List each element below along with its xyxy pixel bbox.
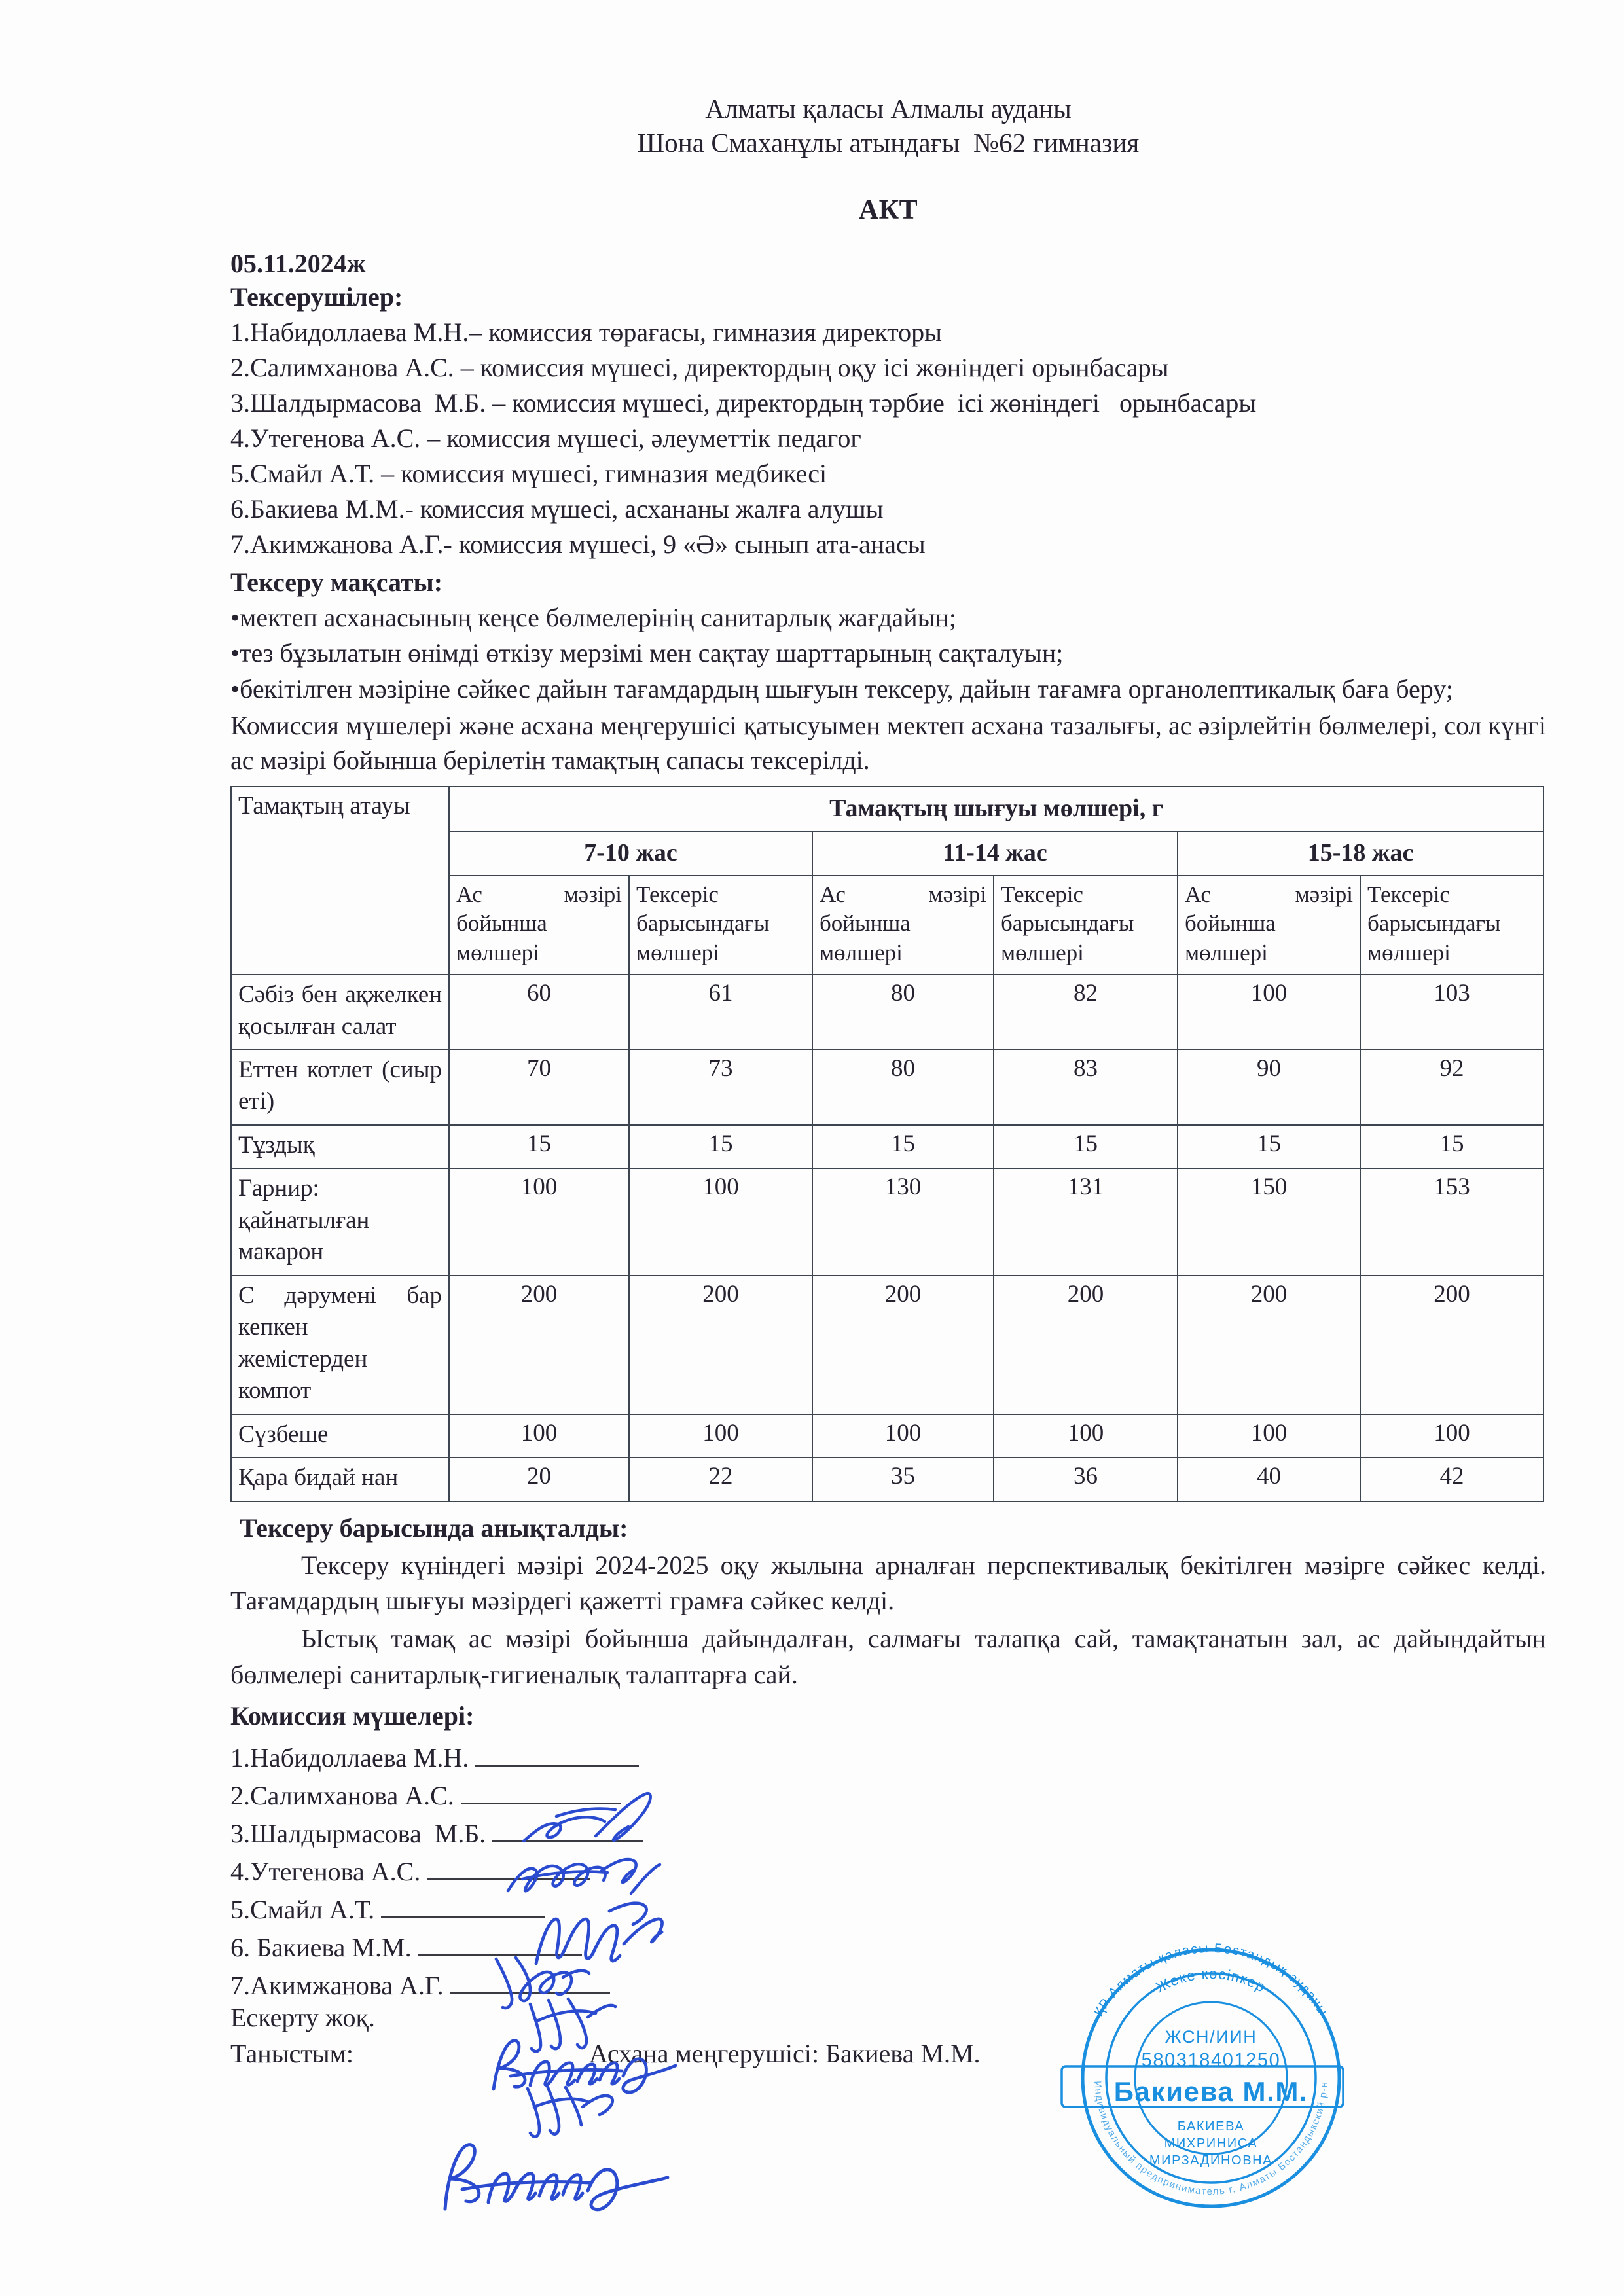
cell-value: 15	[1178, 1125, 1360, 1168]
cell-value: 40	[1178, 1458, 1360, 1501]
document-content	[230, 0, 1546, 2069]
cell-value: 200	[1178, 1276, 1360, 1414]
cell-value: 15	[994, 1125, 1178, 1168]
table-header-row-1	[231, 787, 1543, 831]
org-line-1: Алматы қаласы Алмалы ауданы	[705, 94, 1072, 124]
cell-value: 60	[449, 975, 629, 1050]
acknowledgement-row	[230, 2038, 1546, 2069]
th-age-group-7-10: 7-10 жас	[449, 831, 812, 876]
cell-dish-name: Гарнир: қайнатылған макарон	[231, 1168, 449, 1275]
cell-value: 100	[812, 1414, 994, 1458]
signer-name: 7.Акимжанова А.Г.	[230, 1971, 444, 2001]
handwritten-signature-akimzhanova	[517, 2078, 661, 2150]
inspector-item: 7.Акимжанова А.Г.- комиссия мүшесі, 9 «Ә» сынып ата-анасы	[230, 529, 926, 559]
signature-row	[230, 1771, 1546, 1809]
cell-value: 42	[1360, 1458, 1543, 1501]
signer-name: 2.Салимханова А.С.	[230, 1781, 454, 1811]
cell-value: 100	[449, 1168, 629, 1275]
purpose-heading: Тексеру мақсаты:	[230, 567, 443, 597]
cell-value: 200	[629, 1276, 812, 1414]
signature-line[interactable]	[461, 1801, 621, 1804]
stamp-subname-2: МИХРИНИСА	[1164, 2136, 1258, 2151]
cell-value: 35	[812, 1458, 994, 1501]
signer-name: 1.Набидоллаева М.Н.	[230, 1743, 469, 1773]
cell-value: 150	[1178, 1168, 1360, 1275]
acknowledgement-label: Таныстым:	[230, 2039, 354, 2069]
table-row	[231, 1168, 1543, 1275]
cell-dish-name: Сүзбеше	[231, 1414, 449, 1458]
purpose-paragraph: Комиссия мүшелері және асхана меңгерушісі қатысуымен мектеп асхана тазалығы, ас әзірлейтін бөлмелері, сол күнгі ас мәзірі бойынша берілетін тамақтың сапасы тексерілді.	[230, 710, 1546, 776]
cell-value: 70	[449, 1050, 629, 1125]
stamp-outer-bottom-text: Индивидуальный предприниматель г. Алматы Бостандыкский р-н	[1091, 2080, 1331, 2198]
inspector-item: 1.Набидоллаева М.Н.– комиссия төрағасы, гимназия директоры	[230, 317, 943, 347]
signature-line[interactable]	[475, 1763, 639, 1767]
cell-value: 92	[1360, 1050, 1543, 1125]
org-line-2: Шона Смаханұлы атындағы №62 гимназия	[637, 128, 1140, 158]
cell-value: 90	[1178, 1050, 1360, 1125]
signature-line[interactable]	[450, 1991, 610, 1994]
cell-value: 80	[812, 1050, 994, 1125]
stamp-subname-3: МИРЗАДИНОВНА	[1149, 2153, 1273, 2168]
th-menu-amount: Ас мәзірі бойынша мөлшері	[812, 876, 994, 975]
cell-value: 130	[812, 1168, 994, 1275]
cell-value: 20	[449, 1458, 629, 1501]
signature-line[interactable]	[492, 1839, 643, 1842]
inspector-item: 4.Утегенова А.С. – комиссия мүшесі, әлеуметтік педагог	[230, 423, 861, 453]
cell-value: 200	[812, 1276, 994, 1414]
document-date: 05.11.2024ж	[230, 248, 366, 278]
cell-value: 100	[629, 1414, 812, 1458]
cell-value: 61	[629, 975, 812, 1050]
signature-line[interactable]	[418, 1953, 582, 1956]
organization-header	[230, 0, 1546, 160]
acknowledgement-role: Асхана меңгерушісі: Бакиева М.М.	[589, 2039, 981, 2069]
cell-value: 100	[629, 1168, 812, 1275]
stamp-outer-top-text: ҚР Алматы қаласы Бостандық ауданы	[1091, 1941, 1331, 2019]
handwritten-acknowledgement-signature	[432, 2137, 707, 2222]
cell-value: 15	[629, 1125, 812, 1168]
stamp-iin-label: ЖСН/ИИН	[1164, 2027, 1257, 2047]
cell-value: 100	[994, 1414, 1178, 1458]
th-checked-amount: Тексеріс барысындағы мөлшері	[1360, 876, 1543, 975]
signature-row	[230, 1885, 1546, 1923]
cell-value: 100	[449, 1414, 629, 1458]
th-menu-amount: Ас мәзірі бойынша мөлшері	[449, 876, 629, 975]
signatures-block	[230, 1699, 1546, 2069]
cell-value: 103	[1360, 975, 1543, 1050]
findings-heading: Тексеру барысында анықталды:	[240, 1513, 628, 1543]
stamp-name-box	[1062, 2066, 1343, 2107]
signature-line[interactable]	[381, 1915, 545, 1918]
inspector-item: 6.Бакиева М.М.- комиссия мүшесі, асхананы жалға алушы	[230, 493, 884, 524]
signer-name: 6. Бакиева М.М.	[230, 1933, 412, 1963]
th-checked-amount: Тексеріс барысындағы мөлшері	[994, 876, 1178, 975]
signature-row	[230, 1809, 1546, 1847]
cell-value: 36	[994, 1458, 1178, 1501]
cell-value: 153	[1360, 1168, 1543, 1275]
cell-value: 100	[1360, 1414, 1543, 1458]
purpose-bullet: •тез бұзылатын өнімді өткізу мерзімі мен сақтау шарттарының сақталуын;	[230, 637, 1064, 668]
th-age-group-15-18: 15-18 жас	[1178, 831, 1543, 876]
cell-value: 131	[994, 1168, 1178, 1275]
cell-dish-name: Сәбіз бен ақжелкен қосылған салат	[231, 975, 449, 1050]
cell-value: 15	[812, 1125, 994, 1168]
cell-value: 100	[1178, 975, 1360, 1050]
signature-row	[230, 1733, 1546, 1771]
table-row	[231, 1276, 1543, 1414]
food-output-table	[230, 786, 1544, 1502]
th-dish-name: Тамақтың атауы	[231, 787, 449, 975]
signature-line[interactable]	[427, 1877, 590, 1880]
stamp-iin-value: 580318401250	[1141, 2050, 1281, 2071]
no-remarks-note: Ескерту жоқ.	[230, 2003, 375, 2033]
cell-value: 100	[1178, 1414, 1360, 1458]
cell-dish-name: С дәрумені бар кепкен жемістерден компот	[231, 1276, 449, 1414]
cell-dish-name: Тұздық	[231, 1125, 449, 1168]
table-row	[231, 1125, 1543, 1168]
th-checked-amount: Тексеріс барысындағы мөлшері	[629, 876, 812, 975]
table-row	[231, 1050, 1543, 1125]
signer-name: 4.Утегенова А.С.	[230, 1857, 421, 1887]
cell-value: 200	[449, 1276, 629, 1414]
signature-row	[230, 1847, 1546, 1885]
signer-name: 3.Шалдырмасова М.Б.	[230, 1819, 486, 1849]
signatures-heading: Комиссия мүшелері:	[230, 1701, 475, 1731]
th-output-span: Тамақтың шығуы мөлшері, г	[449, 787, 1543, 831]
findings-paragraph-2: Ыстық тамақ ас мәзірі бойынша дайындалған, салмағы талапқа сай, тамақтанатын зал, ас дайындайтын бөлмелері санитарлық-гигиеналық талаптарға сай.	[230, 1624, 1546, 1689]
cell-value: 83	[994, 1050, 1178, 1125]
cell-value: 22	[629, 1458, 812, 1501]
stamp-subname-1: БАКИЕВА	[1177, 2119, 1245, 2134]
cell-value: 80	[812, 975, 994, 1050]
findings-paragraph-1: Тексеру күніндегі мәзірі 2024-2025 оқу жылына арналған перспективалық бекітілген мәзірге сәйкес келді. Тағамдардың шығуы мәзірдегі қажетті грамға сәйкес келді.	[230, 1550, 1546, 1615]
table-row	[231, 1458, 1543, 1501]
signature-row	[230, 1923, 1546, 1961]
stamp-ring-top-text: Жеке кәсіпкер	[1153, 1965, 1269, 1996]
document-title: АКТ	[858, 194, 918, 225]
signer-name: 5.Смайл А.Т.	[230, 1895, 375, 1925]
inspector-item: 2.Салимханова А.С. – комиссия мүшесі, директордың оқу ісі жөніндегі орынбасары	[230, 352, 1169, 382]
inspectors-heading: Тексерушілер:	[230, 281, 403, 312]
signature-row	[230, 1961, 1546, 1999]
inspector-item: 3.Шалдырмасова М.Б. – комиссия мүшесі, директордың тәрбие ісі жөніндегі орынбасары	[230, 387, 1257, 418]
cell-value: 200	[994, 1276, 1178, 1414]
cell-dish-name: Еттен котлет (сиыр еті)	[231, 1050, 449, 1125]
cell-dish-name: Қара бидай нан	[231, 1458, 449, 1501]
cell-value: 73	[629, 1050, 812, 1125]
purpose-bullet: •мектеп асханасының кеңсе бөлмелерінің санитарлық жағдайын;	[230, 602, 957, 632]
th-menu-amount: Ас мәзірі бойынша мөлшері	[1178, 876, 1360, 975]
table-row	[231, 1414, 1543, 1458]
cell-value: 82	[994, 975, 1178, 1050]
th-age-group-11-14: 11-14 жас	[812, 831, 1178, 876]
cell-value: 15	[449, 1125, 629, 1168]
table-row	[231, 975, 1543, 1050]
stamp-center-name: Бакиева М.М.	[1113, 2076, 1308, 2107]
cell-value: 200	[1360, 1276, 1543, 1414]
purpose-bullet: •бекітілген мәзіріне сәйкес дайын тағамдардың шығуын тексеру, дайын тағамға органолептикалық баға беру;	[230, 673, 1453, 704]
inspector-item: 5.Смайл А.Т. – комиссия мүшесі, гимназия медбикесі	[230, 458, 827, 488]
cell-value: 15	[1360, 1125, 1543, 1168]
